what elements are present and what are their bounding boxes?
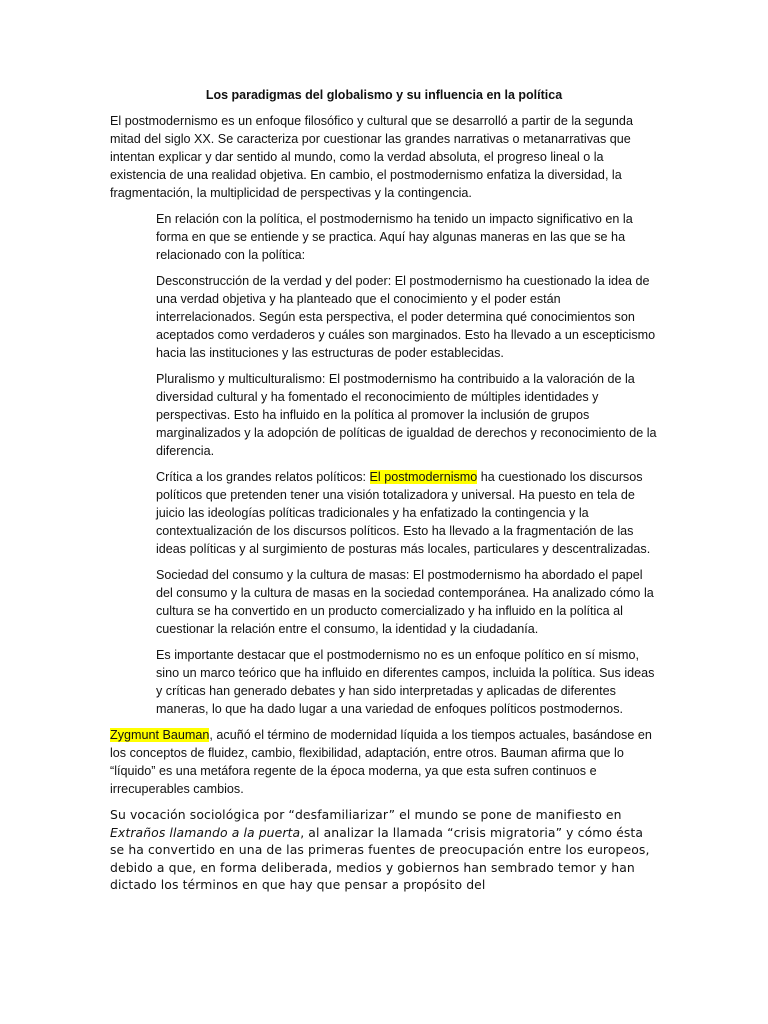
migration-lead: Su vocación sociológica por “desfamiliarizar” el mundo se pone de manifiesto en [110, 807, 622, 822]
bauman-body: , acuñó el término de modernidad líquida a los tiempos actuales, basándose en los conceptos de fluidez, cambio, flexibilidad, adaptación, entre otros. Bauman afirma que lo “líquido” es una metáfora regente de la época moderna, ya que esta sufren continuos e irrecuperables cambios. [110, 728, 652, 796]
politics-intro-paragraph: En relación con la política, el postmodernismo ha tenido un impacto significativo en la forma en que se entiende y se practica. Aquí hay algunas maneras en las que se ha relacionado con la política: [156, 212, 633, 262]
point-pluralism-paragraph: Pluralismo y multiculturalismo: El postmodernismo ha contribuido a la valoración de la diversidad cultural y ha fomentado el reconocimiento de múltiples identidades y perspectivas. Esto ha influido en la política al promover la inclusión de grupos marginalizados y la adopción de políticas de igualdad de derechos y reconocimiento de la diferencia. [156, 372, 657, 458]
page-title: Los paradigmas del globalismo y su influencia en la política [205, 88, 563, 102]
migration-paragraph [110, 806, 658, 894]
conclusion-paragraph: Es importante destacar que el postmodernismo no es un enfoque político en sí mismo, sino un marco teórico que ha influido en diferentes campos, incluida la política. Sus ideas y críticas han generado debates y han sido interpretadas y aplicadas de diferentes maneras, lo que ha dado lugar a una variedad de enfoques políticos postmodernos. [156, 648, 655, 716]
bauman-paragraph [110, 726, 658, 798]
point-consumer-society-paragraph: Sociedad del consumo y la cultura de masas: El postmodernismo ha abordado el papel del consumo y la cultura de masas en la sociedad contemporánea. Ha analizado cómo la cultura se ha convertido en un producto comercializado y ha influido en la política al cuestionar la relación entre el consumo, la identidad y la ciudadanía. [156, 568, 654, 636]
point-grand-narratives-lead: Crítica a los grandes relatos políticos: [156, 470, 370, 484]
migration-body: , al analizar la llamada “crisis migratoria” y cómo ésta se ha convertido en una de las primeras fuentes de preocupación entre los europeos, debido a que, en forma deliberada, medios y gobiernos han sembrado temor y han dictado los términos en que hay que pensar a propósito del [110, 824, 650, 892]
highlighted-text: El postmodernismo [369, 470, 478, 484]
point-grand-narratives-paragraph [156, 468, 658, 558]
intro-paragraph: El postmodernismo es un enfoque filosófico y cultural que se desarrolló a partir de la segunda mitad del siglo XX. Se caracteriza por cuestionar las grandes narrativas o metanarrativas que intentan explicar y dar sentido al mundo, como la verdad absoluta, el progreso lineal o la existencia de una realidad objetiva. En cambio, el postmodernismo enfatiza la diversidad, la fragmentación, la multiplicidad de perspectivas y la contingencia. [110, 114, 633, 200]
book-title: Extraños llamando a la puerta [110, 824, 301, 840]
point-grand-narratives-body: ha cuestionado los discursos políticos que pretenden tener una visión totalizadora y universal. Ha puesto en tela de juicio las ideologías políticas tradicionales y ha enfatizado la contingencia y la contextualización de los discursos políticos. Esto ha llevado a la fragmentación de las ideas políticas y al surgimiento de posturas más locales, particulares y descentralizadas. [156, 470, 651, 556]
point-deconstruction-paragraph: Desconstrucción de la verdad y del poder: El postmodernismo ha cuestionado la idea de una verdad objetiva y ha planteado que el conocimiento y el poder están interrelacionados. Según esta perspectiva, el poder determina qué conocimientos son aceptados como verdaderos y cuáles son marginados. Esto ha llevado a un escepticismo hacia las instituciones y las estructuras de poder establecidas. [156, 274, 656, 360]
highlighted-name: Zygmunt Bauman [110, 728, 210, 742]
